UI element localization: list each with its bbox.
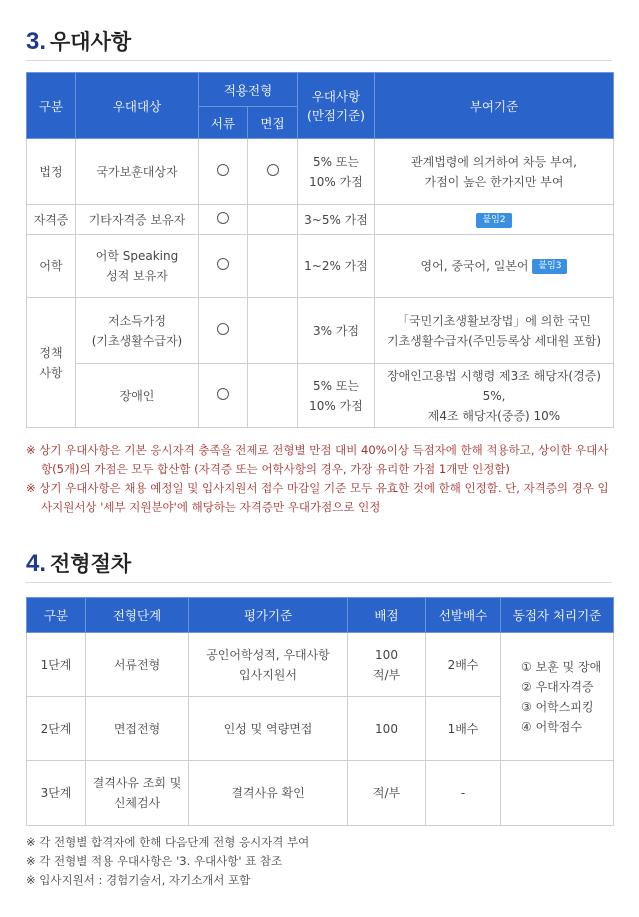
cell-criteria: 「국민기초생활보장법」에 의한 국민 기초생활수급자(주민등록상 세대원 포함) xyxy=(375,298,614,364)
table-row xyxy=(27,761,614,826)
preference-table xyxy=(26,72,614,428)
header-target: 우대대상 xyxy=(76,73,199,139)
cell-interview xyxy=(248,298,298,364)
cell-interview xyxy=(248,235,298,298)
table-row xyxy=(27,298,614,364)
cell-criteria: 관계법령에 의거하여 차등 부여, 가점이 높은 한가지만 부여 xyxy=(375,139,614,205)
note: ※ 상기 우대사항은 채용 예정일 및 입사지원서 접수 마감일 기준 모두 유효한 것에 한해 인정함. 단, 자격증의 경우 입사지원서상 '세부 지원분야'에 해당하는 자격증만 우대가점으로 인정 xyxy=(26,481,609,514)
section-number: 3. xyxy=(26,28,47,55)
attachment-badge[interactable]: 붙임3 xyxy=(532,259,567,274)
cell-category: 2단계 xyxy=(27,697,86,761)
header-applicable: 적용전형 xyxy=(199,73,298,107)
circle-mark-icon xyxy=(267,164,279,176)
section-4-heading xyxy=(26,548,612,583)
cell-category: 정책 사항 xyxy=(27,298,76,428)
cell-stage: 서류전형 xyxy=(86,633,189,697)
cell-doc xyxy=(199,205,248,235)
cell-criteria xyxy=(375,235,614,298)
cell-bonus: 5% 또는 10% 가점 xyxy=(298,139,375,205)
cell-stage: 면접전형 xyxy=(86,697,189,761)
section-3-heading xyxy=(26,26,612,61)
cell-criteria: 인성 및 역량면접 xyxy=(189,697,348,761)
cell-category: 1단계 xyxy=(27,633,86,697)
circle-mark-icon xyxy=(217,258,229,270)
cell-interview xyxy=(248,205,298,235)
cell-score: 100 적/부 xyxy=(348,633,426,697)
section-3-notes xyxy=(26,441,616,517)
table-row xyxy=(27,235,614,298)
cell-target: 국가보훈대상자 xyxy=(76,139,199,205)
circle-mark-icon xyxy=(217,388,229,400)
header-stage: 전형단계 xyxy=(86,598,189,633)
cell-multiple: 1배수 xyxy=(426,697,501,761)
tie-break-rules: ① 보훈 및 장애 ② 우대자격증 ③ 어학스피킹 ④ 어학점수 xyxy=(501,633,614,761)
table-row xyxy=(27,633,614,697)
cell-multiple: - xyxy=(426,761,501,826)
cell-category: 어학 xyxy=(27,235,76,298)
cell-interview xyxy=(248,364,298,428)
header-score: 배점 xyxy=(348,598,426,633)
table-row xyxy=(27,139,614,205)
procedure-table xyxy=(26,597,614,826)
cell-doc xyxy=(199,298,248,364)
cell-category: 자격증 xyxy=(27,205,76,235)
header-criteria: 평가기준 xyxy=(189,598,348,633)
circle-mark-icon xyxy=(217,212,229,224)
cell-stage: 결격사유 조회 및 신체검사 xyxy=(86,761,189,826)
section-title: 우대사항 xyxy=(50,30,132,54)
cell-doc xyxy=(199,139,248,205)
header-bonus: 우대사항 (만점기준) xyxy=(298,73,375,139)
cell-category: 법정 xyxy=(27,139,76,205)
criteria-text: 영어, 중국어, 일본어 xyxy=(420,259,529,273)
cell-bonus: 3% 가점 xyxy=(298,298,375,364)
cell-score: 100 xyxy=(348,697,426,761)
cell-score: 적/부 xyxy=(348,761,426,826)
circle-mark-icon xyxy=(217,164,229,176)
circle-mark-icon xyxy=(217,323,229,335)
cell-target: 저소득가정 (기초생활수급자) xyxy=(76,298,199,364)
cell-criteria: 결격사유 확인 xyxy=(189,761,348,826)
header-doc: 서류 xyxy=(199,107,248,139)
cell-criteria: 장애인고용법 시행령 제3조 해당자(경증) 5%, 제4조 해당자(중증) 10% xyxy=(375,364,614,428)
cell-doc xyxy=(199,235,248,298)
note: ※ 입사지원서 : 경험기술서, 자기소개서 포함 xyxy=(26,873,251,887)
cell-bonus: 3~5% 가점 xyxy=(298,205,375,235)
cell-criteria: 공인어학성적, 우대사항 입사지원서 xyxy=(189,633,348,697)
header-interview: 면접 xyxy=(248,107,298,139)
header-category: 구분 xyxy=(27,73,76,139)
header-multiple: 선발배수 xyxy=(426,598,501,633)
cell-multiple: 2배수 xyxy=(426,633,501,697)
table-row xyxy=(27,205,614,235)
attachment-badge[interactable]: 붙임2 xyxy=(476,213,511,228)
cell-target: 어학 Speaking 성적 보유자 xyxy=(76,235,199,298)
note: ※ 각 전형별 합격자에 한해 다음단계 전형 응시자격 부여 xyxy=(26,835,310,849)
cell-target: 장애인 xyxy=(76,364,199,428)
header-tie: 동점자 처리기준 xyxy=(501,598,614,633)
section-4-notes xyxy=(26,833,616,890)
cell-interview xyxy=(248,139,298,205)
cell-bonus: 5% 또는 10% 가점 xyxy=(298,364,375,428)
section-title: 전형절차 xyxy=(50,552,132,576)
cell-target: 기타자격증 보유자 xyxy=(76,205,199,235)
cell-criteria xyxy=(375,205,614,235)
cell-bonus: 1~2% 가점 xyxy=(298,235,375,298)
cell-doc xyxy=(199,364,248,428)
header-category: 구분 xyxy=(27,598,86,633)
section-number: 4. xyxy=(26,550,47,577)
cell-category: 3단계 xyxy=(27,761,86,826)
note: ※ 각 전형별 적용 우대사항은 '3. 우대사항' 표 참조 xyxy=(26,854,283,868)
cell-tie xyxy=(501,761,614,826)
table-row xyxy=(27,364,614,428)
note: ※ 상기 우대사항은 기본 응시자격 충족을 전제로 전형별 만점 대비 40%이상 득점자에 한해 적용하고, 상이한 우대사항(5개)의 가점은 모두 합산함 (자격증 또는 어학사항의 경우, 가장 유리한 가점 1개만 인정함) xyxy=(26,443,609,476)
header-criteria: 부여기준 xyxy=(375,73,614,139)
